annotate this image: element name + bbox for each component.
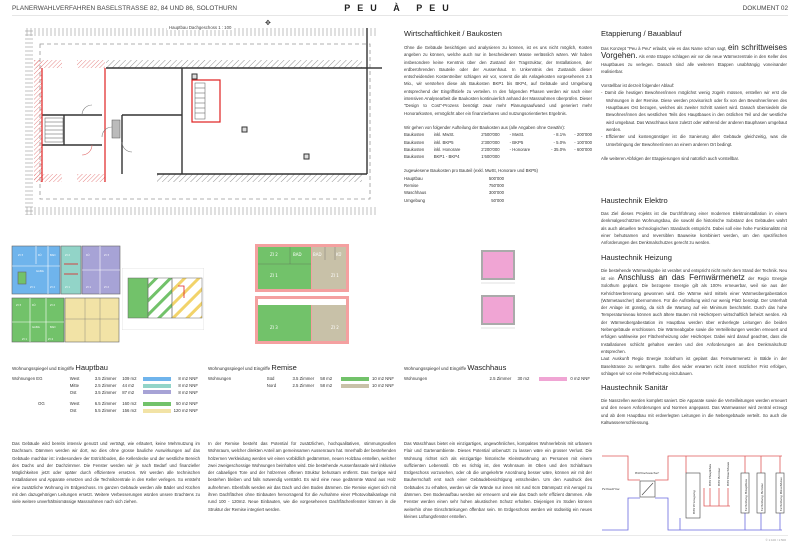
legend-group: Wohnungen EG: [12, 376, 43, 381]
legend-title-big: Hauptbau: [75, 363, 108, 372]
allocation-cell-label: Hauptbau: [404, 175, 423, 181]
schema-label-line: Verteilung Remise: [760, 483, 764, 511]
legend-group: [12, 390, 70, 397]
heading-wirtschaftlichkeit: Wirtschaftlichkeit / Baukosten: [404, 29, 502, 38]
cost-cell-diff: - 600'000: [574, 146, 592, 152]
svg-text:KÜ: KÜ: [86, 254, 90, 257]
remise-legend-table: [208, 376, 394, 390]
sanitaer-schema: [600, 448, 790, 533]
legend-side: Ost: [69, 389, 77, 395]
legend-rooms: 5.5 Zimmer: [94, 408, 117, 414]
legend-nnf: 10 m2 NNF: [372, 376, 394, 381]
allocation-cell-amount: 50'000: [491, 197, 504, 203]
cost-table: [404, 131, 592, 160]
remise-legend-title: [208, 363, 394, 372]
remise-plan-label: BAD: [313, 252, 322, 257]
cost-cell-amount: 2'500'000: [481, 132, 500, 138]
cost-cell-pct: - 5.0%: [553, 139, 566, 145]
legend-rooms: 3.5 Zimmer: [94, 376, 117, 381]
legend-row: [12, 383, 198, 390]
hauptbau-section-drawing: [122, 268, 204, 330]
legend-row: [208, 383, 394, 390]
waschhaus-legend-title: [404, 363, 590, 372]
schema-label-source: Fernwärme: [602, 487, 620, 491]
allocation-cell-label: Remise: [404, 183, 419, 189]
remise-plan-label: ZI 1: [331, 273, 339, 278]
legend-area: 44 m2: [122, 382, 135, 388]
legend-side: West: [69, 401, 80, 407]
hauptbau-plans-drawing: [10, 244, 122, 344]
svg-text:KÜ: KÜ: [32, 304, 36, 307]
legend-nnf: 10 m2 NNF: [372, 382, 394, 388]
legend-title-small: Wohnungsspiegel und Eingriffe: [208, 366, 271, 371]
legend-row: [12, 408, 198, 415]
legend-color-cell: [536, 376, 569, 383]
cost-cell-minus: [500, 153, 545, 160]
etappierung-intro-rest: Als erste Etappe schlagen wir vor die neue Wärmezentrale in den Keller des Hauptbaues zu verlegen. Danach sind alle weiteren Etappen unabhängig voneinander realisierbar.: [601, 54, 787, 74]
cost-row: [404, 131, 592, 138]
cost-row: [404, 146, 592, 153]
cost-cell-minus: - Honorare: [509, 146, 531, 152]
legend-rooms: 2.5 Zimmer: [489, 376, 512, 381]
svg-text:GANG: GANG: [32, 326, 40, 329]
legend-title-big: Remise: [271, 363, 297, 372]
header-document-number: DOKUMENT 02: [742, 5, 788, 12]
etappierung-list-intro: Vorstellbar ist derzeit folgender Ablauf:: [601, 83, 675, 89]
allocation-intro: zugewiesene Baukosten pro Bauteil (exkl. MwSt, Honorare und BKP5): [404, 168, 538, 174]
cost-cell-diff: [566, 153, 592, 160]
cost-cell-incl: inkl. Honorare: [433, 146, 461, 152]
waschhaus-legend: [404, 363, 590, 383]
legend-side: Mitte: [69, 382, 80, 388]
header-divider: [12, 15, 788, 16]
footer-scale-note: © 1:100 / 1:500: [765, 538, 786, 542]
legend-side: Nord: [266, 382, 277, 388]
legend-group: Wohnungen: [208, 376, 232, 381]
legend-color-swatch: [341, 384, 369, 388]
hauptbau-section-plan: [122, 268, 204, 330]
legend-rooms: 3.5 Zimmer: [94, 389, 117, 395]
legend-area: 109 m2: [122, 376, 137, 381]
main-floor-plan: [22, 22, 382, 222]
waschhaus-plans-drawing: [478, 250, 518, 335]
cost-cell-amount: 2'300'000: [481, 139, 500, 145]
remise-plan-label: ZI 1: [270, 273, 278, 278]
legend-rooms: 6.5 Zimmer: [94, 401, 117, 407]
etappierung-intro: [601, 44, 787, 75]
cost-row: [404, 139, 592, 146]
sanitaer-text: Die Nasszellen werden komplett saniert. Die Apparate sowie die Verteilleitungen werden erneuert und den neuen Anforderungen und Normen angepasst. Das Warmwasser wird zentral erzeugt und ab dem Hauptbau mit erdverlegten Leitungen in die Nebengebäude verteilt. So auch die Kaltwassererschliessung.: [601, 398, 787, 425]
section-etappierung: [601, 29, 787, 426]
heading-sanitaer: Haustechnik Sanitär: [601, 383, 669, 393]
legend-group: [12, 383, 70, 390]
allocation-cell-amount: 500'000: [488, 175, 504, 181]
legend-color-cell: [141, 408, 174, 415]
remise-plan-label: KÜ: [336, 252, 342, 257]
legend-rooms: 3.5 Zimmer: [292, 376, 315, 381]
heizung-text-start: Die bestehende Wärmeabgabe ist veraltet und entspricht nicht mehr dem Stand der Technik. Neu ist ein: [601, 267, 787, 281]
legend-color-swatch: [539, 377, 567, 381]
legend-nnf: 50 m2 NNF: [176, 401, 198, 407]
allocation-cell-amount: 300'000: [488, 190, 504, 196]
etappierung-list: [601, 89, 787, 147]
cost-cell-amount: 1'600'000: [481, 154, 500, 160]
legend-row: [12, 401, 198, 408]
svg-text:KÜ: KÜ: [38, 254, 42, 257]
legend-title-big: Waschhaus: [467, 363, 507, 372]
legend-nnf: 0 m2 NNF: [570, 376, 590, 381]
svg-text:GANG: GANG: [36, 270, 44, 273]
legend-row: [12, 376, 198, 383]
legend-area: 30 m2: [517, 376, 530, 381]
cost-cell-diff: - 200'000: [574, 132, 592, 138]
hauptbau-legend-title: [12, 363, 198, 372]
legend-nnf: 8 m2 NNF: [178, 389, 198, 395]
svg-text:ZI 2: ZI 2: [65, 254, 71, 257]
allocation-row: [404, 182, 504, 189]
svg-text:ZI 3: ZI 3: [104, 254, 110, 257]
footer-divider: [12, 535, 788, 536]
cost-cell-label: Baukosten: [404, 154, 425, 160]
schema-label-load: WW Remise: [717, 467, 721, 486]
cost-cell-diff: - 100'000: [574, 139, 592, 145]
header-motto: PEU À PEU: [344, 3, 456, 13]
heizung-text-2: Laut Auskunft Regio Energie Solothurn ist geplant das Fernwärmenetz in Bälde in der Baselstrasse zu verlängern. Sollte dies wider erwarten nicht innert nützlicher Frist erfolgen, schlagen wir vor eine Pelletheizung einzubauen.: [601, 356, 787, 376]
legend-color-cell: [141, 383, 174, 390]
legend-area: 58 m2: [320, 376, 333, 381]
cost-cell-incl: BKP1 - BKP4: [433, 154, 460, 160]
legend-group: [12, 408, 70, 415]
legend-area: 156 m2: [122, 408, 137, 414]
legend-area: 160 m2: [122, 401, 137, 407]
legend-color-cell: [339, 376, 372, 383]
remise-description: In der Remise besteht das Potential für zusätzlichen, hochqualitativen, stimmungsvollen Wohnraum, welcher direkten Anteil am gemeinsamen Aussenraum hat. Innerhalb der bestehenden hölzernen Verkleidung werden wir einen vorbildlich gedämmten, neuen Holzbau erstellen, welcher zwei zweigeschossige Wohnungen beinhalten wird. Die bestehende Aussenfassade wird inklusive der cabaeligen Tore und der hölzernen offenen Struktur behutsam entfernt. Das Gerippe wird bestehen bleiben und falls notwendig verstärkt. Es wird eine neue gedämmte Wand aus Holz aufnehmen. Ebenfalls werden wir das Dach und den Boden dämmen. Die Remise eignet sich mit ihren Dachflächen ohne Einbauten hervorragend für die Aufnahme einer Photovoltaikanlage mit rund 100 - 120m2. Neue Einbauten, wie die vorgesehenen Dachflächenfenster können in die Struktur der Remise integriert werden.: [208, 441, 396, 512]
legend-color-cell: [141, 390, 174, 397]
legend-color-swatch: [143, 377, 171, 381]
legend-title-small: Wohnungsspiegel und Eingriffe: [12, 366, 75, 371]
waschhaus-legend-table: [404, 376, 590, 383]
cost-cell-amount: 2'200'000: [481, 146, 500, 152]
remise-plan-label: ZI 3: [270, 325, 278, 330]
svg-text:ZI 1: ZI 1: [65, 286, 71, 289]
schema-label-load: WW Waschhaus: [726, 461, 730, 486]
etappierung-highlight: ein schrittweises Vorgehen.: [601, 43, 787, 61]
svg-text:BAD: BAD: [50, 326, 56, 329]
allocation-cell-label: Umgebung: [404, 197, 426, 203]
svg-text:ZI 2: ZI 2: [50, 304, 56, 307]
cost-cell-minus: - BKP5: [509, 139, 524, 145]
legend-color-swatch: [341, 377, 369, 381]
svg-text:ZI 3: ZI 3: [18, 254, 24, 257]
legend-group: OG: [38, 401, 45, 407]
legend-group: [208, 383, 267, 390]
heading-heizung: Haustechnik Heizung: [601, 252, 672, 262]
cost-cell-label: Baukosten: [404, 132, 425, 138]
north-arrow-icon: ✥: [265, 20, 271, 27]
legend-nnf: 120 m2 NNF: [173, 408, 198, 414]
waschhaus-description: Das Waschhaus bietet ein einzigartiges, ungewöhnliches, kompaktes Wohnerlebnis mit urbanem Flair und Gartenambiente. Dieses Potential unbenutzt zu lassen wäre ein grosser Verlust. Die Wohnung richtet sich als einzigartige historische Kleinstwohnung an Personen mit einem suffizienten Lebensstil. Ob es richtig ist, den Wohnraum im Oben und den Schlafraum Erdgeschoss vorzusehen, oder ob die umgekehrte Anordnung besser wäre, können wir mit der Bauherrschaft erst nach einer Gebäudebesichtigung entscheiden. Um den Ausdruck des Gebäudes zu erhalten, werden wir die Wände nur innen mit rund 6cm Dämmputz mit Aerogel zu dämmen. Den Bodenaufbau werden wir erneuern und wie das Dach sehr effizient dämmen. Alle Fenster werden einen sehr hohen akustischen Schutz erhalten. Diejenigen im Süden können weiterhin ohne Einschränkungen öffenbar sein. Im Erdgeschoss werden wir südseitig ein neues kleines Lüftungsfenster erstellen.: [404, 441, 592, 519]
legend-color-swatch: [143, 384, 171, 388]
svg-text:ZI 3: ZI 3: [16, 304, 22, 307]
legend-area: 58 m2: [320, 382, 333, 388]
waschhaus-plans: [478, 250, 518, 335]
remise-plans: [255, 244, 355, 344]
heading-etappierung: Etappierung / Bauablauf: [601, 29, 682, 38]
schema-label-boiler: WW Erzeugung: [692, 490, 696, 514]
legend-rooms: 2.5 Zimmer: [292, 382, 315, 388]
legend-color-swatch: [143, 409, 171, 413]
wirtschaftlichkeit-text: Ohne die Gebäude besichtigen und analysieren zu können, ist es uns nicht möglich, Kosten angeben zu können, welche auch nur in bescheidenem Masse verlässlich wären. Wir haben insbesondere keine Kenntnis über den Zustand der Tragstruktur, der Installationen, der erdberührenden Bauteile oder der Aussenhaut. In Unkenntnis des Zustands dieser entscheidenden Kostentreiber schlagen wir vor, vorerst die als Anlagekosten vorgesehenen 2.5 Mio., wir verstehen diese als Baukosten BKP1 bis BKP4, auf Gebäude und Umgebung entsprechend der Eingriffstiefe zu verteilen. In den folgenden Phasen werden wir nach einer intensiven Analysearbeit die Baukosten kontinuierlich anhand der Massnahmen überprüfen. Dieser "Design to Cost"-Prozess benötigt zwar mehr Planungsaufwand und generiert mehr Honorarkosten, ermöglicht aber ein finanzierbares und nutzungsorientiertes Ergebnis.: [404, 45, 592, 116]
legend-nnf: 8 m2 NNF: [178, 382, 198, 388]
schema-label-line: Verteilung Waschhaus: [779, 477, 783, 511]
svg-text:ZI 1: ZI 1: [30, 286, 36, 289]
allocation-cell-amount: 750'000: [488, 183, 504, 189]
allocation-cell-label: Waschhaus: [404, 190, 427, 196]
legend-title-small: Wohnungsspiegel und Eingriffe: [404, 366, 467, 371]
legend-rooms: 2.5 Zimmer: [94, 382, 117, 388]
cost-cell-minus: - MwSt.: [509, 132, 525, 138]
legend-side: [464, 376, 490, 383]
cost-cell-pct: [544, 153, 566, 160]
legend-side: Süd: [266, 376, 275, 381]
schema-label-exchanger: Wärmetauscher: [635, 471, 659, 475]
etappierung-list-item: - Effizienter und kostengünstiger ist die Sanierung aller Gebäude gleichzeitig, was die Unterbringung der Bewohner/innen an einem anderen Ort bedingt.: [601, 134, 787, 147]
main-plan-title: Hauptbau Dachgeschoss 1 : 100: [169, 25, 232, 30]
legend-side: West: [69, 376, 80, 381]
roof-eave-bottom: [25, 207, 377, 215]
cost-cell-pct: - 8.1%: [553, 132, 566, 138]
etappierung-list-item: - Damit die heutigen Bewohner/innen möglichst wenig zügeln müssen, erstellen wir erst die Wohnungen in der Remise. Diese werden provisorisch oder fix von den Bewohner/innen des Hauptbaues Ost bezogen, welches als zweiter Schritt saniert wird. Danach übersiedeln die Bewohner/innen des westlichen Teils des Hauptbaues in den östlichen Teil und der westliche wird umgebaut. Das Waschhaus kann zuletzt oder während der anderen Bauphasen umgebaut werden.: [601, 90, 787, 132]
heading-elektro: Haustechnik Elektro: [601, 196, 668, 206]
elektro-text: Das Ziel dieses Projekts ist die Durchführung einer modernen Elektroinstallation in einem denkmalgeschützten Wohnungsbau, die sowohl die historische Substanz des Gebäudes wahrt als auch aktuellen technologischen Standards entspricht. Dabei soll eine hohe Funktionalität mit einer behutsamen und reversiblen Bauweise kombiniert werden, um den spezifischen Anforderungen des Denkmalschutzes gerecht zu werden.: [601, 211, 787, 246]
sanitaer-schema-drawing: [600, 448, 790, 533]
schema-label-line: Verteilung Hauptbau: [744, 479, 748, 511]
hauptbau-legend: [12, 363, 198, 415]
hauptbau-plans: [10, 244, 122, 344]
legend-group: Wohnungen: [404, 376, 428, 381]
cost-cell-pct: - 35.0%: [551, 146, 566, 152]
svg-text:BAD: BAD: [50, 254, 56, 257]
legend-color-cell: [141, 401, 174, 408]
legend-row: [404, 376, 590, 383]
remise-legend: [208, 363, 394, 390]
svg-text:ZI 4: ZI 4: [48, 338, 54, 341]
header-project-title: PLANERWAHLVERFAHREN BASELSTRASSE 82, 84 UND 86, SOLOTHURN: [12, 5, 238, 12]
remise-plans-drawing: [255, 244, 355, 344]
heizung-highlight: Anschluss an das Fernwärmenetz: [617, 272, 745, 282]
legend-side: Ost: [69, 408, 77, 414]
svg-text:ZI 2: ZI 2: [104, 286, 110, 289]
hauptbau-description: Das Gebäude wird bereits intensiv genutzt und verträgt, wie erläutert, keine Mehrnutzung im Dachraum. Dämmen werden wir dort, wo dies ohne grosse bauliche Auswirkungen auf das Gebäude machbar ist: insbesondere der Estrichboden, die Kellerdecke und der westliche Bereich des Dachs und der Dachzimmer. Die Fenster werden wir je nach Bedarf und finanzieller Möglichkeiten jetzt oder später durch effizientere ersetzen. Wir werden alle technischen Installationen und Apparate ersetzen und die Technikzentrale in den Keller verlegen. So entsteht eine zusätzliche Wohnung im Erdgeschoss. Im ganzen Gebäude werden alle Bäder und Küchen mit den dazugehörigen Leitungen ersetzt. Weitere Verbesserungen würden unsere Erachtens zu viele weitere unverhältnismässige Massnahmen nach sich ziehen.: [12, 441, 200, 505]
etappierung-closing: Alle weiteren Abfolgen der Etappierungen sind natürlich auch vorstellbar.: [601, 155, 740, 161]
legend-color-cell: [141, 376, 174, 383]
remise-plan-label: ZI 2: [270, 252, 278, 257]
cost-row: [404, 153, 592, 160]
cost-cell-incl: inkl. MwSt.: [433, 132, 455, 138]
allocation-row: [404, 189, 504, 196]
legend-area: 87 m2: [122, 389, 135, 395]
cost-cell-label: Baukosten: [404, 139, 425, 145]
roof-eave-left: [25, 28, 33, 215]
cost-cell-label: Baukosten: [404, 146, 425, 152]
svg-text:ZI 2: ZI 2: [50, 286, 56, 289]
svg-text:ZI 1: ZI 1: [22, 338, 28, 341]
legend-color-cell: [339, 383, 372, 390]
legend-row: [12, 390, 198, 397]
legend-row: [208, 376, 394, 383]
schema-label-load: WW Hauptbau: [708, 463, 712, 486]
legend-color-swatch: [143, 390, 171, 394]
cost-intro: Wir gehen von folgender Aufteilung der Baukosten aus (alle Angaben ohne Gewähr):: [404, 124, 566, 130]
heizung-text: [601, 267, 787, 356]
allocation-table: [404, 175, 504, 204]
svg-text:ZI 1: ZI 1: [86, 286, 92, 289]
cost-cell-incl: inkl. BKP5: [433, 139, 454, 145]
hauptbau-legend-table: [12, 376, 198, 415]
legend-nnf: 8 m2 NNF: [178, 376, 198, 381]
section-wirtschaftlichkeit: [404, 29, 592, 204]
dachgeschoss-plan-drawing: [22, 22, 382, 222]
etappierung-intro-text: Das Konzept "Peu à Peu" erlaubt, wie es das Name schon sagt,: [601, 46, 727, 51]
remise-plan-label: ZI 2: [331, 325, 339, 330]
remise-plan-label: BAD: [293, 252, 302, 257]
heizung-text-rest: der Regio Energie Solothurn geplant. Die bezogene Energie gilt als 100% erneuerbar, weil sie aus der Kehrichtverbrennung gewonnen wird. Die Wärme wird mittels einer Wärmeübergabestation (Wärmetauscher) übernommen. Für die Aufstellung wird nur wenig Platz benötigt. Der Unterhalt der Anlage ist günstig, da sich die Wartung auf ein Minimum beschränkt. Durch das hohe Temperaturniveau können auch ältere Bauten mit Heizkörpern wirtschaftlich beheizt werden. Ab der Wärmeübergabestation im Hauptbau werden über erdverlegte Leitungen die beiden Nebengebäude erschlossen. Die Wärmeabgabe sowie die Verteilleitungen werden erneuert und erfolgen wahlweise per Flächenheizung oder Heizkörper. Dabei wird darauf geachtet, dass die Installationen schlicht gehalten werden und den Anforderungen an den Denkmalschutz entsprechen.: [601, 275, 788, 354]
allocation-row: [404, 197, 504, 204]
allocation-row: [404, 175, 504, 182]
legend-color-swatch: [143, 402, 171, 406]
